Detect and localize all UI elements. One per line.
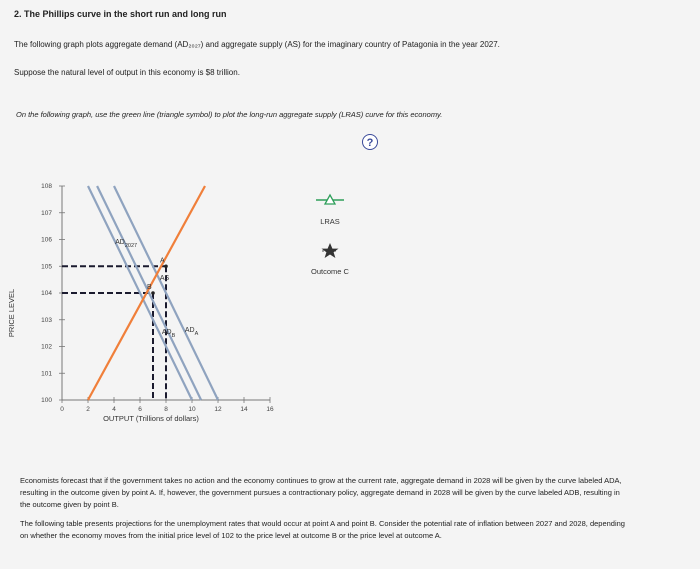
y-tick-label: 104: [41, 290, 52, 297]
label-ad2027: $AD_{2027}$: [115, 238, 138, 249]
outcome-c-tool[interactable]: [300, 242, 360, 276]
x-tick-label: 6: [138, 406, 142, 413]
y-tick-label: 105: [41, 263, 52, 271]
point-a-marker: [164, 264, 168, 268]
forecast-paragraph: Economists forecast that if the government takes no action and the economy continues to grow at the current rate, aggregate demand in 2028 will be given by the curve labeled ADA, resulting in the outcome given by point A. If, however, the government pursues a contractionary policy, aggregate demand in 2028 will be given by the curve labeled ADB, resulting in the outcome given by point B.: [20, 476, 622, 509]
question-title: 2. The Phillips curve in the short run and long run: [14, 9, 227, 19]
y-tick-label: 107: [41, 209, 52, 217]
y-tick-label: 106: [41, 236, 52, 244]
x-tick-label: 8: [164, 406, 168, 413]
x-tick-label: 2: [86, 406, 90, 413]
x-tick-label: 12: [214, 406, 222, 413]
point-b-marker: [151, 291, 155, 295]
lras-triangle-icon: [300, 190, 360, 210]
x-tick-label: 16: [266, 406, 274, 413]
curve-as: [88, 186, 205, 400]
ad-as-graph[interactable]: [0, 170, 300, 440]
x-axis-title: OUTPUT (Trillions of dollars): [103, 414, 199, 423]
intro-text: The following graph plots aggregate demand (AD₂₀₂₇) and aggregate supply (AS) for the imaginary country of Patagonia in the year 2027.: [14, 40, 500, 49]
graph-axes: [41, 183, 274, 413]
y-tick-label: 102: [41, 343, 52, 351]
y-tick-label: 108: [41, 183, 52, 190]
x-tick-label: 0: [60, 406, 64, 413]
label-as: AS: [159, 274, 170, 282]
y-tick-label: 103: [41, 316, 52, 324]
outcome-c-label: Outcome C: [311, 267, 349, 276]
instruction-text: On the following graph, use the green line (triangle symbol) to plot the long-run aggregate supply (LRAS) curve for this economy.: [16, 110, 443, 119]
natural-output-text: Suppose the natural level of output in this economy is $8 trillion.: [14, 68, 240, 77]
point-a-label: A: [160, 257, 165, 265]
help-button[interactable]: ?: [362, 134, 378, 150]
lras-label: LRAS: [320, 217, 340, 226]
y-tick-label: 101: [41, 370, 52, 378]
lras-tool[interactable]: [300, 190, 360, 226]
x-tick-label: 10: [188, 406, 196, 413]
x-tick-label: 4: [112, 406, 116, 413]
label-adb: $AD_B$: [161, 328, 176, 339]
table-intro-paragraph: The following table presents projections for the unemployment rates that would occur at point A and point B. Consider the potential rate of inflation between 2027 and 2028, depending on whether the economy moves from the initial price level of 102 to the price level at outcome B or the price level at outcome A.: [20, 519, 625, 540]
graph-curves: [62, 186, 218, 400]
label-ada: $AD_A$: [184, 327, 199, 338]
y-axis-title: PRICE LEVEL: [7, 288, 16, 338]
x-tick-label: 14: [240, 406, 248, 413]
outcome-c-star-icon: [300, 242, 360, 260]
y-tick-label: 100: [41, 397, 52, 404]
point-b-label: B: [147, 284, 152, 291]
